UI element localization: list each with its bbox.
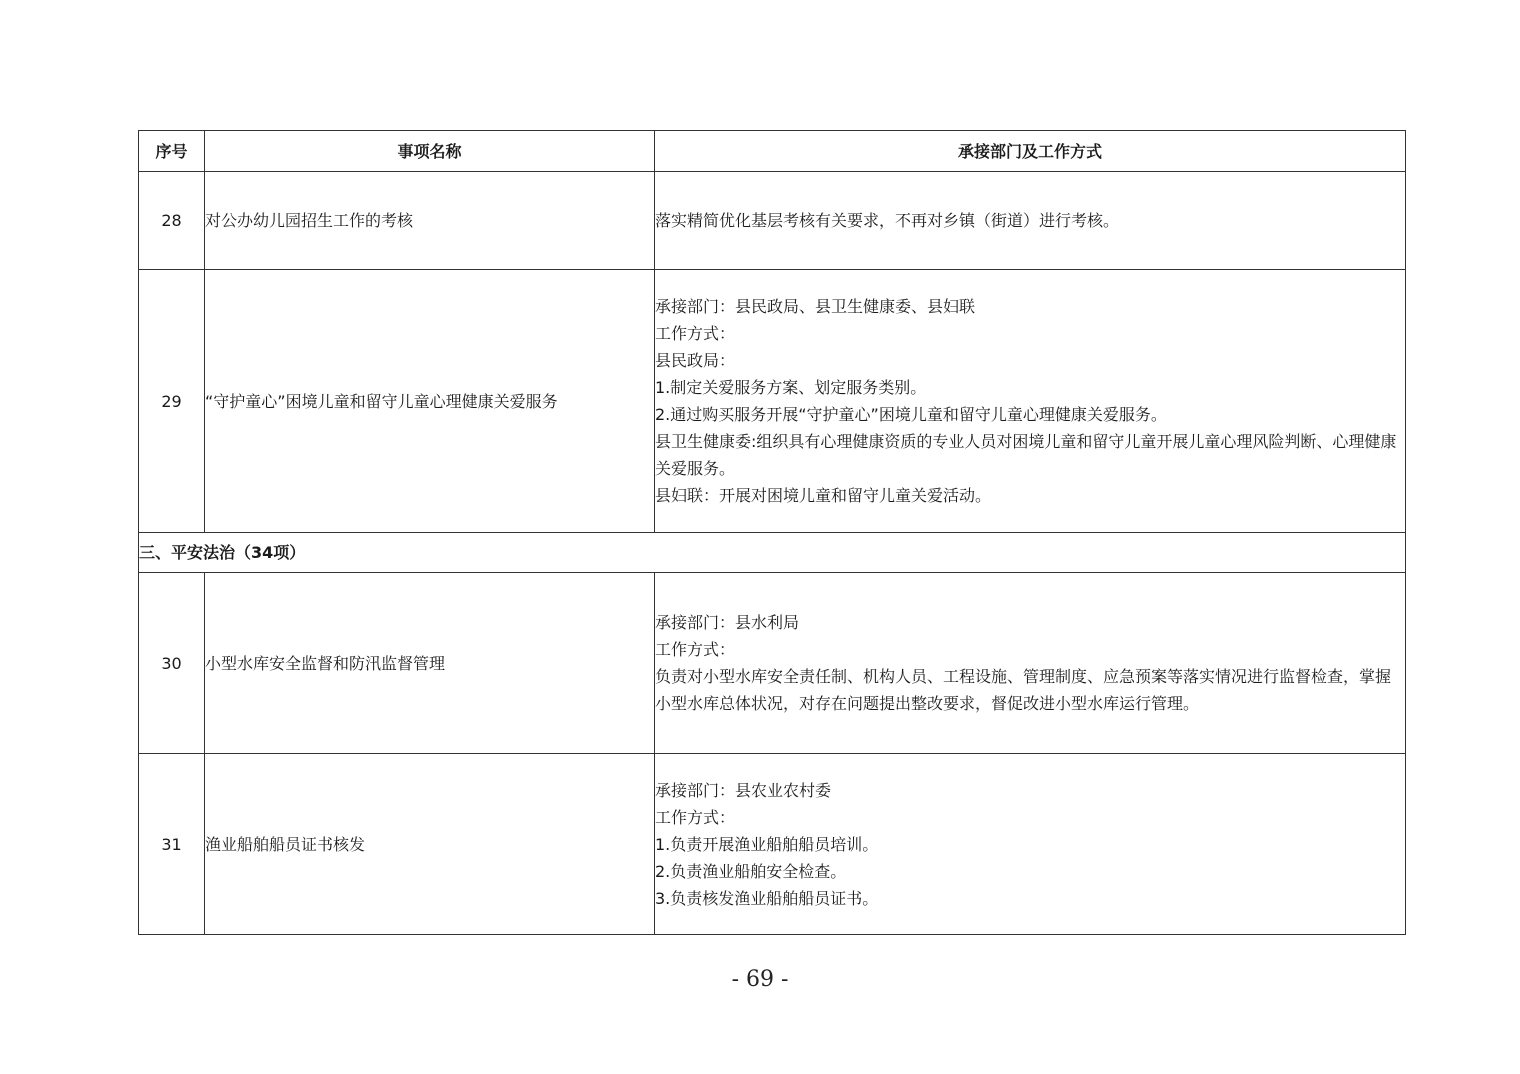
description-line: 承接部门：县农业农村委 [655, 780, 832, 800]
row-number: 29 [139, 270, 205, 533]
description-line: 承接部门：县民政局、县卫生健康委、县妇联 [655, 297, 976, 316]
description-line: 2.负责渔业船舶安全检查。 [655, 861, 847, 881]
description-line: 3.负责核发渔业船舶船员证书。 [655, 888, 879, 908]
description-line: 县卫生健康委:组织具有心理健康资质的专业人员对困境儿童和留守儿童开展儿童心理风险判断、心理健康关爱服务。 [655, 432, 1397, 478]
header-no: 序号 [139, 131, 205, 172]
description-line: 1.制定关爱服务方案、划定服务类别。 [655, 378, 927, 397]
header-name: 事项名称 [205, 131, 655, 172]
section-row [139, 533, 1406, 573]
row-number: 28 [139, 172, 205, 270]
row-number: 31 [139, 754, 205, 935]
item-name: 渔业船舶船员证书核发 [205, 754, 655, 935]
items-table [138, 130, 1406, 935]
item-name: “守护童心”困境儿童和留守儿童心理健康关爱服务 [205, 270, 655, 533]
row-number: 30 [139, 573, 205, 754]
table-row [139, 754, 1406, 935]
description-line: 承接部门：县水利局 [655, 613, 800, 632]
page-number: - 69 - [731, 967, 789, 992]
header-row [139, 131, 1406, 172]
description-line: 工作方式： [655, 324, 736, 343]
description-line: 工作方式： [655, 807, 736, 827]
item-name: 小型水库安全监督和防汛监督管理 [205, 573, 655, 754]
description-line: 县妇联：开展对困境儿童和留守儿童关爱活动。 [655, 486, 992, 505]
item-description [655, 270, 1406, 533]
header-dept: 承接部门及工作方式 [655, 131, 1406, 172]
table-row [139, 573, 1406, 754]
description-line: 负责对小型水库安全责任制、机构人员、工程设施、管理制度、应急预案等落实情况进行监督检查，掌握小型水库总体状况，对存在问题提出整改要求，督促改进小型水库运行管理。 [655, 667, 1392, 713]
description-line: 落实精简优化基层考核有关要求，不再对乡镇（街道）进行考核。 [655, 211, 1120, 230]
item-description [655, 573, 1406, 754]
table-row [139, 172, 1406, 270]
description-line: 2.通过购买服务开展“守护童心”困境儿童和留守儿童心理健康关爱服务。 [655, 405, 1167, 424]
description-line: 1.负责开展渔业船舶船员培训。 [655, 834, 879, 854]
item-description [655, 754, 1406, 935]
description-line: 县民政局： [655, 351, 736, 370]
item-description [655, 172, 1406, 270]
table-row [139, 270, 1406, 533]
description-line: 工作方式： [655, 640, 736, 659]
item-name: 对公办幼儿园招生工作的考核 [205, 172, 655, 270]
section-heading: 三、平安法治（34项） [139, 533, 1406, 573]
